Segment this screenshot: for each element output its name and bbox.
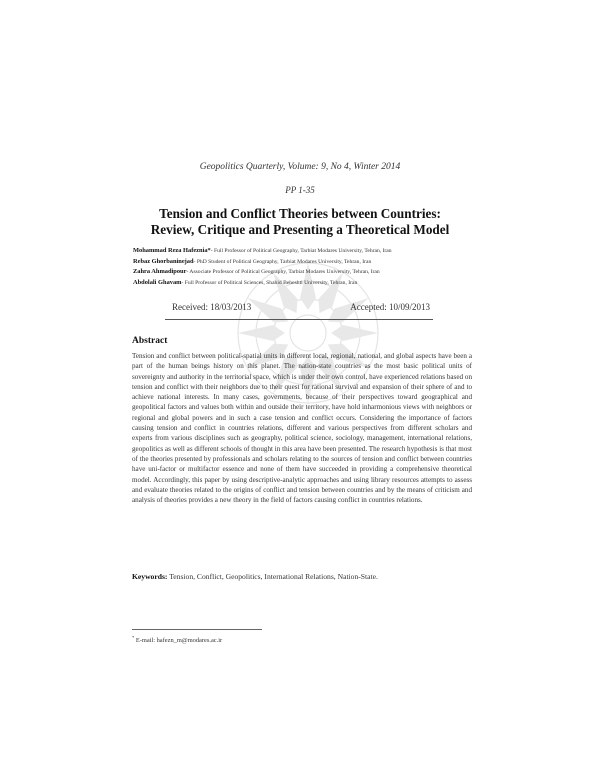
author-affiliation: PhD Student of Political Geography, Tarbiat Modares University, Tehran, Iran <box>196 258 372 265</box>
abstract-heading: Abstract <box>132 336 168 346</box>
divider-line <box>165 319 433 320</box>
author-name: Mohammad Reza Hafeznia* <box>133 247 211 254</box>
footnote-mark: * <box>132 635 135 640</box>
author-entry <box>133 278 473 289</box>
keywords-line <box>132 572 477 581</box>
footnote-divider <box>132 629 262 630</box>
author-name: Zahra Ahmadipour <box>133 268 187 275</box>
author-affiliation: Associate Professor of Political Geography, Tarbiat Modares University, Tehran, Iran <box>189 269 380 275</box>
author-separator: - <box>210 248 215 254</box>
footnote <box>132 635 222 644</box>
page-range: PP 1-35 <box>285 185 315 195</box>
footnote-email: E-mail: hafezn_m@modares.ac.ir <box>134 637 223 645</box>
author-affiliation: Full Professor of Political Geography, Tarbiat Modares University, Tehran, Iran <box>214 248 392 254</box>
keywords-text: Tension, Conflict, Geopolitics, International Relations, Nation-State. <box>167 572 378 581</box>
author-list <box>133 246 473 288</box>
paper-title <box>90 206 510 238</box>
accepted-date: Accepted: 10/09/2013 <box>350 302 430 312</box>
author-separator: - <box>186 269 190 275</box>
title-line-2: Review, Critique and Presenting a Theoretical Model <box>150 222 450 237</box>
author-separator: - <box>181 279 185 286</box>
received-date: Received: 18/03/2013 <box>172 302 252 312</box>
author-name: Rebaz Ghorbaninejad <box>133 257 194 265</box>
journal-header: Geopolitics Quarterly, Volume: 9, No 4, Winter 2014 <box>199 162 401 172</box>
author-name: Abdolali Ghavam <box>133 278 182 286</box>
author-entry <box>133 267 473 278</box>
keywords-label: Keywords: <box>132 572 168 581</box>
author-entry <box>133 257 473 268</box>
title-line-1: Tension and Conflict Theories between Countries: <box>159 206 441 221</box>
author-entry <box>133 246 473 257</box>
author-affiliation: Full Professor of Political Sciences, Shahid Beheshti University, Tehran, Iran <box>184 279 358 286</box>
abstract-text: Tension and conflict between political-spatial units in different local, regional, national, and global aspects have been a part of the human beings history on this planet. The nation-state countries as the most basic political units of sovereignty and authority in the territorial space, which is under their own control, have experienced relations based on tension and conflict with their neighbors due to their quest for rational survival and expansion of their sphere of and to achieve national interests. In many cases, governments, because of their perspectives toward geographical and geopolitical factors and values both within and outside their territory, have hold inharmonious views with neighbors or regional and global powers and in such a case tension and conflict occurs. Considering the importance of factors causing tension and conflict in countries relations, different and various perspectives from different scholars and experts from various disciplines such as geography, political science, sociology, management, international relations, geopolitics as well as different schools of thought in this area have been presented. The research hypothesis is that most of the theories presented by professionals and scholars relating to the sources of tension and conflict between countries have uni-factor or multifactor essence and none of them have succeeded in providing a comprehensive theoretical model. Accordingly, this paper by using descriptive-analytic approaches and using library resources attempts to assess and evaluate theories related to the origins of conflict and tension between countries and by the means of criticism and analysis of theories provides a new theory in the field of factors causing conflict in countries relations. <box>132 352 472 505</box>
author-separator: - <box>193 258 197 265</box>
